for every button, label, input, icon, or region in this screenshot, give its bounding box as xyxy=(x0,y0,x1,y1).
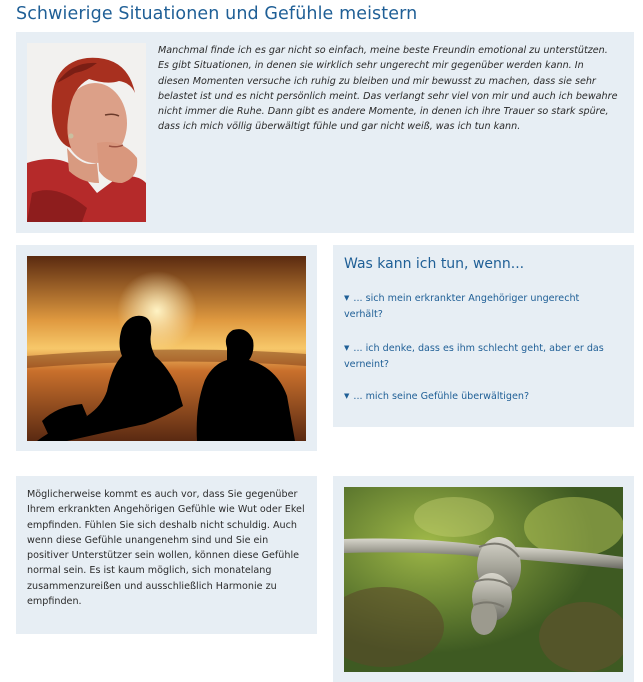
image-card-rope xyxy=(333,476,634,682)
faq-item-denial[interactable] xyxy=(344,341,616,372)
faq-item-label: ... sich mein erkrankter Angehöriger ungerecht verhält? xyxy=(344,293,580,320)
chevron-down-icon: ▼ xyxy=(344,294,350,302)
chevron-down-icon: ▼ xyxy=(344,344,350,352)
feelings-card xyxy=(16,476,317,634)
rope-knot-image xyxy=(344,487,623,672)
faq-title: Was kann ich tun, wenn... xyxy=(344,256,525,272)
quote-card xyxy=(16,32,634,233)
chevron-down-icon: ▼ xyxy=(344,392,350,400)
portrait-image xyxy=(27,43,146,222)
silhouette-sunset-image xyxy=(27,256,306,441)
faq-item-overwhelmed[interactable] xyxy=(344,389,616,405)
page-title: Schwierige Situationen und Gefühle meistern xyxy=(16,4,418,24)
faq-card xyxy=(333,245,634,427)
faq-item-unfair-behavior[interactable] xyxy=(344,291,616,322)
quote-text: Manchmal finde ich es gar nicht so einfach, meine beste Freundin emotional zu unterstützen. Es gibt Situationen, in denen sie wirklich sehr ungerecht mir gegenüber werden kann. In diesen Momenten versuche ich ruhig zu bleiben und mir bewusst zu machen, dass sie sehr belastet ist und es nicht persönlich meint. Das verlangt sehr viel von mir und auch ich bewahre nicht immer die Ruhe. Dann gibt es andere Momente, in denen ich ihre Trauer so stark spüre, dass ich mich völlig überwältigt fühle und gar nicht weiß, was ich tun kann. xyxy=(158,45,618,133)
image-card-sunset xyxy=(16,245,317,451)
feelings-text: Möglicherweise kommt es auch vor, dass Sie gegenüber Ihrem erkrankten Angehörigen Gefühle wie Wut oder Ekel empfinden. Fühlen Sie sich deshalb nicht schuldig. Auch wenn diese Gefühle unangenehm sind und Sie ein positiver Unterstützer sein wollen, können diese Gefühle normal sein. Es ist kaum möglich, sich monatelang zusammenzureißen und ausschließlich Harmonie zu empfinden. xyxy=(27,489,305,608)
faq-item-label: ... ich denke, dass es ihm schlecht geht, aber er das verneint? xyxy=(344,343,604,370)
faq-item-label: ... mich seine Gefühle überwältigen? xyxy=(353,391,530,402)
